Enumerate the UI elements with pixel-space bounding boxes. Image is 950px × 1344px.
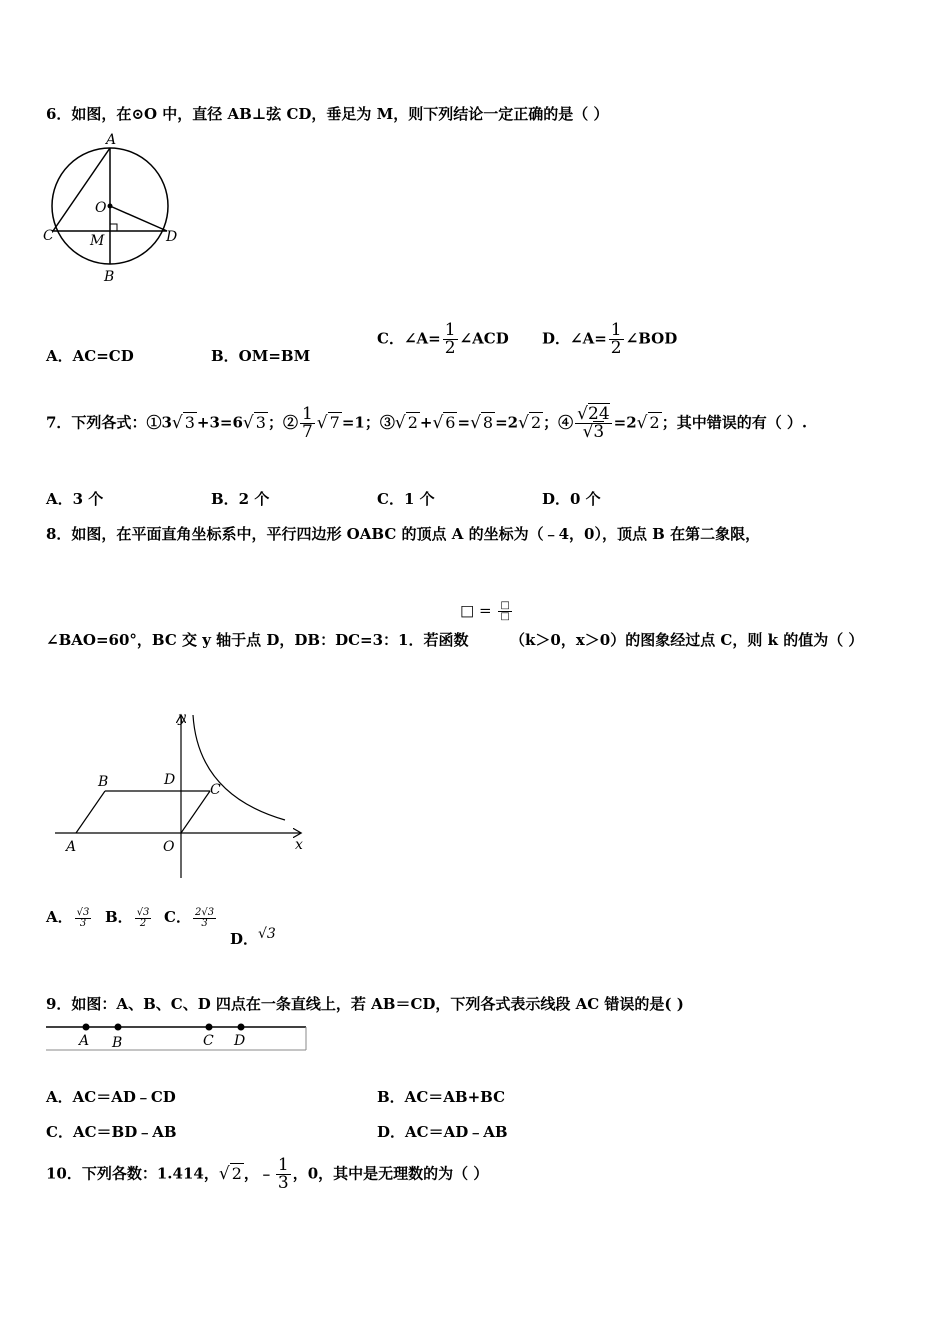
q6-label-b: B — [104, 269, 115, 285]
q8-function-expression: □ = $\frac{□}{□}$ — [460, 600, 510, 622]
q7-option-d[interactable]: D．0 个 — [542, 490, 601, 508]
q8-stem-line2-tail: （k＞0，x＞0）的图象经过点 C，则 k 的值为（ ） — [510, 631, 864, 649]
q9-number-line-figure — [44, 1018, 309, 1054]
q9-label-a: A — [79, 1033, 90, 1049]
q8-option-a[interactable]: A． $\frac{√3}{3}$ — [46, 906, 90, 929]
q8-option-c-value: $\frac{2√3}{3}$ — [194, 906, 215, 929]
q7-option-c[interactable]: C．1 个 — [377, 490, 435, 508]
q8-label-d: D — [164, 772, 176, 788]
q10-stem: 10．下列各数：1.414，√ 2 ，﹣ $\frac{1}{3}$ ，0，其中是无理数的为（ ） — [46, 1155, 489, 1193]
q9-option-b[interactable]: B．AC＝AB+BC — [377, 1088, 506, 1106]
q10-fraction-one-third: $\frac{1}{3}$ — [277, 1155, 289, 1193]
q8-option-d-value: √3 — [258, 926, 276, 942]
q8-label-y: y — [178, 710, 186, 726]
q9-label-c: C — [203, 1033, 214, 1049]
q6-option-c-fraction: $\frac{1}{2}$ — [444, 320, 456, 358]
q9-option-d[interactable]: D．AC＝AD﹣AB — [377, 1123, 508, 1141]
q8-option-b[interactable]: B． $\frac{√3}{2}$ — [105, 906, 150, 929]
q9-stem: 9．如图：A、B、C、D 四点在一条直线上，若 AB＝CD，下列各式表示线段 AC 错误的是( ) — [46, 995, 684, 1013]
q8-label-c: C — [210, 782, 221, 798]
q7-option-a[interactable]: A．3 个 — [46, 490, 104, 508]
q8-parallelogram-figure — [50, 710, 320, 885]
q8-label-b: B — [98, 774, 109, 790]
q6-label-d: D — [166, 229, 178, 245]
q6-option-d[interactable] — [542, 322, 677, 357]
q6-circle-figure — [40, 130, 190, 290]
q7-fraction-one-seventh: $\frac{1}{7}$ — [301, 404, 313, 442]
q6-option-d-prefix: D．∠A= — [542, 329, 607, 348]
q8-label-o: O — [163, 839, 175, 855]
q6-label-m: M — [90, 233, 105, 249]
q8-option-a-value: $\frac{√3}{3}$ — [76, 906, 90, 929]
q8-label-x: x — [295, 837, 303, 853]
q8-stem-line1: 8．如图，在平面直角坐标系中，平行四边形 OABC 的顶点 A 的坐标为（﹣4，0），顶点 B 在第二象限， — [46, 525, 761, 543]
q8-option-b-value: $\frac{√3}{2}$ — [136, 906, 150, 929]
q6-option-c-suffix: ∠ACD — [459, 329, 509, 348]
q7-option-b[interactable]: B．2 个 — [211, 490, 270, 508]
q9-option-a[interactable]: A．AC＝AD﹣CD — [46, 1088, 176, 1106]
q8-label-a: A — [66, 839, 77, 855]
q7-fraction-sqrt24-over-sqrt3: $\frac{√24}{√3}$ — [577, 404, 610, 442]
q9-label-b: B — [112, 1035, 123, 1051]
q9-option-c[interactable]: C．AC＝BD﹣AB — [46, 1123, 177, 1141]
q6-option-a[interactable]: A．AC=CD — [46, 347, 134, 365]
q6-option-c[interactable] — [377, 322, 509, 357]
q8-option-c[interactable]: C． $\frac{2√3}{3}$ — [164, 906, 215, 929]
q6-label-c: C — [43, 228, 54, 244]
q6-label-o: O — [95, 200, 107, 216]
q9-label-d: D — [234, 1033, 246, 1049]
q7-stem: 7．下列各式：①3√ 3 +3=6√ 3 ；② $\frac{1}{7}$ √ 7 =1；③√ 2 +√ 6 =√ 8 =2√ 2 ；④ $\frac{√24}{√3}$ =2√ 2 ；其中错误的有（ ）. — [46, 404, 808, 442]
q6-option-b[interactable]: B．OM=BM — [211, 347, 311, 365]
q6-option-c-prefix: C．∠A= — [377, 329, 441, 348]
q6-option-d-suffix: ∠BOD — [625, 329, 678, 348]
q6-option-d-fraction: $\frac{1}{2}$ — [610, 320, 622, 358]
q8-option-d[interactable]: D．√3 — [230, 926, 276, 948]
q6-stem: 6．如图，在⊙O 中，直径 AB⊥弦 CD，垂足为 M，则下列结论一定正确的是（ ） — [46, 105, 609, 123]
q8-stem-line2: ∠BAO=60°，BC 交 y 轴于点 D，DB：DC=3：1．若函数 — [46, 631, 469, 649]
q6-label-a: A — [106, 132, 117, 148]
